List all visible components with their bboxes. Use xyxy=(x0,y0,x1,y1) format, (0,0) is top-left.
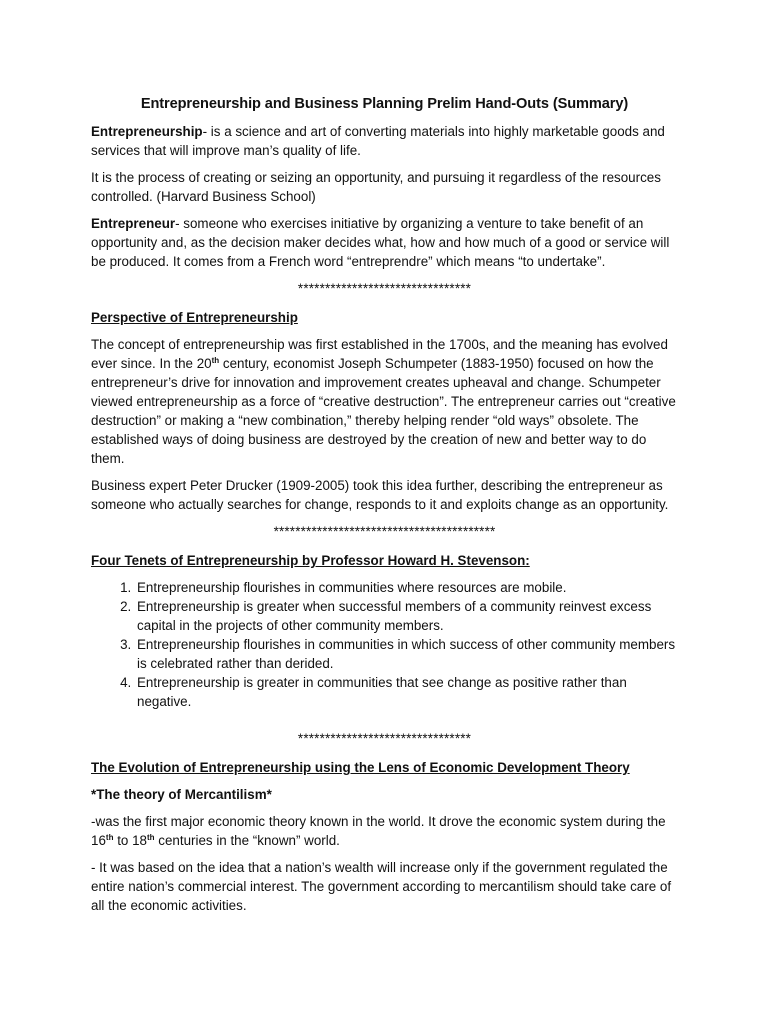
separator: ***************************************** xyxy=(273,524,496,539)
list-item: 4. Entrepreneurship is greater in communities that see change as positive rather than negative. xyxy=(135,673,678,711)
mercantilism-paragraph-1 xyxy=(91,812,678,850)
list-item: 2. Entrepreneurship is greater when successful members of a community reinvest excess capital in the projects of other community members. xyxy=(135,597,678,635)
entrepreneurship-definition xyxy=(91,122,678,160)
text-run: century, economist Joseph Schumpeter (1883-1950) focused on how the entrepreneur’s drive for innovation and improvement creates upheaval and change. Schumpeter viewed entrepreneurship as a force of “creative destruction”. The entrepreneur carries out “creative destruction” or making a “new combination,” thereby helping render “old ways” obsolete. The established ways of doing business are destroyed by the creation of new and better way to do them. xyxy=(91,356,676,466)
separator: ******************************** xyxy=(297,731,472,746)
section-heading-tenets: Four Tenets of Entrepreneurship by Professor Howard H. Stevenson: xyxy=(91,553,530,568)
term-entrepreneur: Entrepreneur xyxy=(91,216,176,231)
definition-text: - is a science and art of converting materials into highly marketable goods and services that will improve man’s quality of life. xyxy=(91,124,665,158)
mercantilism-subheading: *The theory of Mercantilism* xyxy=(91,787,272,802)
mercantilism-paragraph-2: - It was based on the idea that a nation’s wealth will increase only if the government regulated the entire nation’s commercial interest. The government according to mercantilism should take care of all the economic activities. xyxy=(91,860,672,913)
process-paragraph: It is the process of creating or seizing an opportunity, and pursuing it regardless of the resources controlled. (Harvard Business School) xyxy=(91,170,661,204)
superscript: th xyxy=(146,833,155,842)
section-heading-evolution: The Evolution of Entrepreneurship using the Lens of Economic Development Theory xyxy=(91,760,630,775)
perspective-paragraph-2: Business expert Peter Drucker (1909-2005) took this idea further, describing the entrepreneur as someone who actually searches for change, responds to it and exploits change as an opportunity. xyxy=(91,478,669,512)
text-run: centuries in the “known” world. xyxy=(154,833,340,848)
list-item: 3. Entrepreneurship flourishes in communities in which success of other community members is celebrated rather than derided. xyxy=(135,635,678,673)
list-item: 1. Entrepreneurship flourishes in communities where resources are mobile. xyxy=(135,578,678,597)
text-run: -was the first major economic theory known in the world. It drove the economic system during the 16 xyxy=(91,814,666,848)
entrepreneur-definition xyxy=(91,214,678,271)
separator: ******************************** xyxy=(297,281,472,296)
definition-text: - someone who exercises initiative by organizing a venture to take benefit of an opportunity and, as the decision maker decides what, how and how much of a good or service will be produced. It comes from a French word “entreprendre” which means “to undertake”. xyxy=(91,216,670,269)
perspective-paragraph-1 xyxy=(91,335,678,468)
section-heading-perspective: Perspective of Entrepreneurship xyxy=(91,310,298,325)
superscript: th xyxy=(105,833,114,842)
text-run: The concept of entrepreneurship was first established in the 1700s, and the meaning has evolved ever since. In the 20 xyxy=(91,337,668,371)
superscript: th xyxy=(211,356,220,365)
page-title: Entrepreneurship and Business Planning Prelim Hand-Outs (Summary) xyxy=(140,96,629,112)
text-run: to 18 xyxy=(113,833,147,848)
tenets-list xyxy=(91,578,678,711)
term-entrepreneurship: Entrepreneurship xyxy=(91,124,203,139)
